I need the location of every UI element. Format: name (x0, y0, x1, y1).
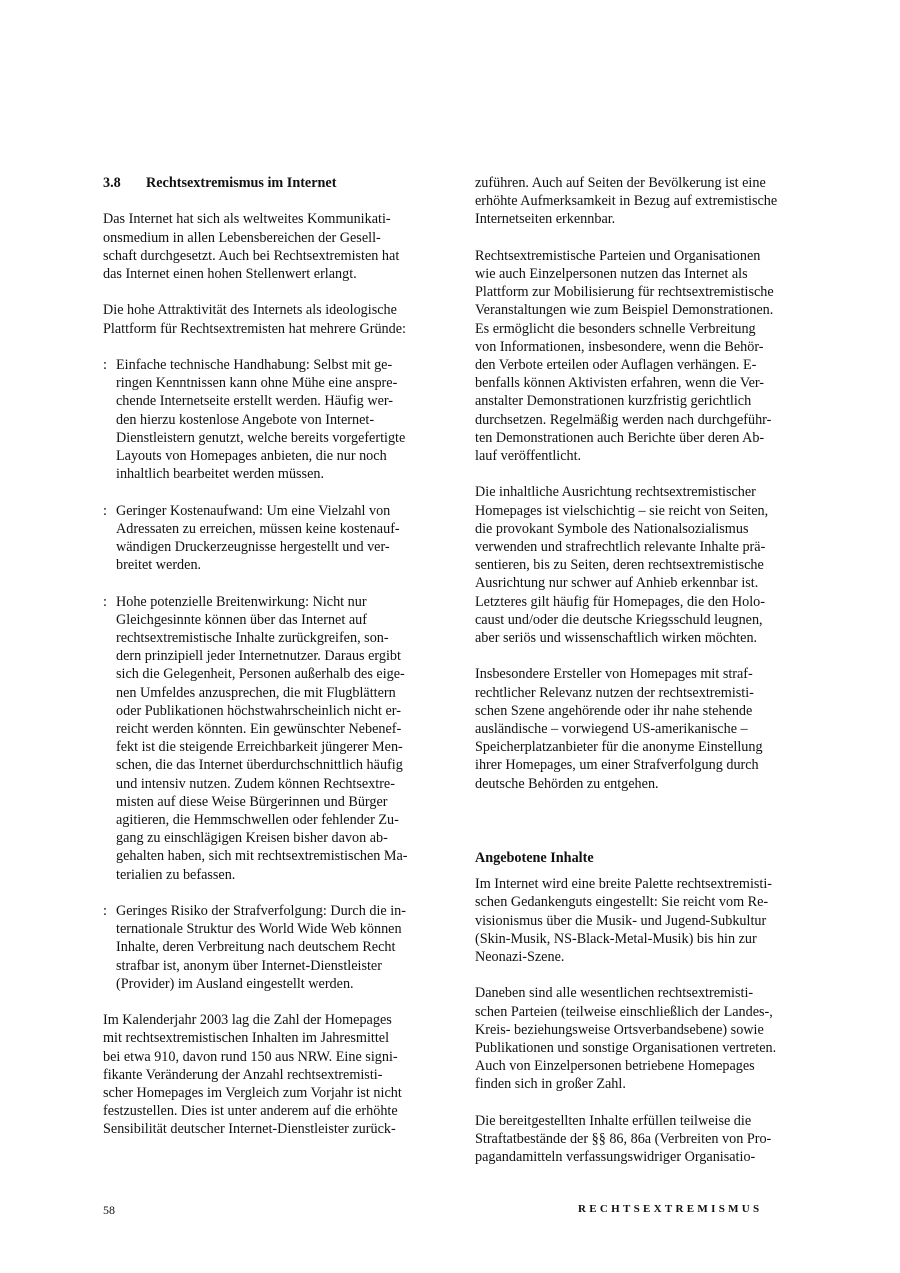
paragraph (103, 301, 425, 337)
text-line: gang zu einschlägigen Kreisen bisher davon ab- (116, 830, 388, 847)
text-line: Die hohe Attraktivität des Internets als ideologische (103, 302, 397, 319)
text-line: und intensiv nutzen. Zudem können Rechtsextre- (116, 775, 395, 792)
text-line: chende Internetseite erstellt werden. Häufig wer- (116, 393, 394, 410)
text-line: Daneben sind alle wesentlichen rechtsextremisti- (475, 985, 754, 1002)
text-line: schen Szene angehörende oder ihr nahe stehende (475, 702, 753, 719)
text-line: fekt ist die steigende Erreichbarkeit jüngerer Men- (116, 739, 403, 756)
text-line: den hierzu kostenlose Angebote von Internet- (116, 411, 375, 428)
section-number: 3.8 (103, 175, 121, 191)
text-line: Plattform für Rechtsextremisten hat mehrere Gründe: (103, 320, 406, 337)
text-line: oder Publikationen höchstwahrscheinlich nicht er- (116, 702, 401, 719)
text-line: Die bereitgestellten Inhalte erfüllen teilweise die (475, 1112, 752, 1129)
text-line: Das Internet hat sich als weltweites Kommunikati- (103, 211, 391, 228)
text-line: ten Demonstrationen auch Berichte über deren Ab- (475, 429, 765, 446)
text-line: Im Internet wird eine breite Palette rechtsextremisti- (475, 876, 773, 893)
text-line: fikante Veränderung der Anzahl rechtsextremisti- (103, 1066, 383, 1083)
text-line: schen, die das Internet überdurchschnittlich häufig (116, 757, 403, 774)
text-line: breitet werden. (116, 557, 202, 574)
paragraph (475, 483, 800, 647)
text-line: Letzteres gilt häufig für Homepages, die den Holo- (475, 593, 765, 610)
text-line: inhaltlich bearbeitet werden müssen. (116, 466, 325, 483)
text-line: dern prinzipiell jeder Internetnutzer. Daraus ergibt (116, 648, 401, 665)
text-line: Die inhaltliche Ausrichtung rechtsextremistischer (475, 484, 756, 501)
text-line: deutsche Behörden zu entgehen. (475, 775, 659, 792)
text-line: visionismus über die Musik- und Jugend-Subkultur (475, 912, 767, 929)
text-line: schen Parteien (teilweise einschließlich der Landes-, (475, 1003, 773, 1020)
text-line: mit rechtsextremistischen Inhalten im Jahresmittel (103, 1030, 390, 1047)
text-line: schen Gedankenguts eingestellt: Sie reicht vom Re- (475, 894, 769, 911)
paragraph (475, 247, 800, 465)
text-line: (Skin-Musik, NS-Black-Metal-Musik) bis hin zur (475, 930, 757, 947)
right-paragraphs-after (475, 875, 800, 1166)
text-line: erhöhte Aufmerksamkeit in Bezug auf extremistische (475, 193, 778, 210)
text-line: finden sich in großer Zahl. (475, 1076, 626, 1093)
right-column (475, 174, 800, 1185)
text-line: verwenden und strafrechtlich relevante Inhalte prä- (475, 539, 766, 556)
paragraph (475, 174, 800, 229)
text-line: festzustellen. Dies ist unter anderem auf die erhöhte (103, 1103, 398, 1120)
text-line: Inhalte, deren Verbreitung nach deutschem Recht (116, 939, 396, 956)
list-item (103, 356, 425, 483)
text-line: pagandamitteln verfassungswidriger Organisatio- (475, 1149, 756, 1166)
text-line: aber seriös und wissenschaftlich wirken möchten. (475, 630, 758, 647)
text-line: ringen Kenntnissen kann ohne Mühe eine anspre- (116, 375, 398, 392)
text-line: rechtsextremistische Inhalte zurückgreifen, son- (116, 630, 389, 646)
text-line: sentieren, bis zu Seiten, deren rechtsextremistische (475, 557, 764, 574)
list-item (103, 902, 425, 993)
text-line: ausländische – vorwiegend US-amerikanische – (475, 721, 748, 738)
running-title: RECHTSEXTREMISMUS (578, 1203, 763, 1215)
text-line: schaft durchgesetzt. Auch bei Rechtsextremisten hat (103, 247, 400, 264)
text-line: lauf veröffentlicht. (475, 448, 582, 465)
text-line: anstalter Demonstrationen kurzfristig gerichtlich (475, 393, 752, 410)
text-line: den Verbote erteilen oder Auflagen verhängen. E- (475, 357, 757, 374)
text-line: gehalten haben, sich mit rechtsextremistischen Ma- (116, 848, 408, 865)
left-intro-paragraphs (103, 210, 425, 337)
text-line: terialien zu befassen. (116, 866, 236, 883)
text-line: Publikationen und sonstige Organisationen vertreten. (475, 1040, 777, 1057)
paragraph (475, 984, 800, 1093)
text-line: benfalls können Aktivisten erfahren, wenn die Ver- (475, 375, 765, 392)
text-line: die provokant Symbole des Nationalsozialismus (475, 520, 749, 537)
text-line: wändigen Druckerzeugnisse hergestellt und ver- (116, 539, 390, 555)
text-line: Sensibilität deutscher Internet-Dienstleister zurück- (103, 1121, 396, 1138)
text-line: Neonazi-Szene. (475, 949, 565, 966)
paragraph (475, 1112, 800, 1167)
text-line: rechtlicher Relevanz nutzen der rechtsextremisti- (475, 684, 754, 701)
text-line: strafbar ist, anonym über Internet-Dienstleister (116, 957, 382, 974)
list-item (103, 502, 425, 575)
text-line: wie auch Einzelpersonen nutzen das Internet als (475, 266, 748, 282)
text-line: Ausrichtung nur schwer auf Anhieb erkennbar ist. (475, 575, 759, 592)
text-line: bei etwa 910, davon rund 150 aus NRW. Eine signi- (103, 1048, 398, 1065)
text-line: ihrer Homepages, um einer Strafverfolgung durch (475, 757, 759, 774)
paragraph (103, 210, 425, 283)
text-line: reicht werden könnten. Ein gewünschter Nebenef- (116, 721, 402, 738)
bullet-marker: : (103, 903, 107, 920)
text-line: Auch von Einzelpersonen betriebene Homepages (475, 1058, 755, 1075)
bullet-marker: : (103, 356, 107, 373)
text-line: Gleichgesinnte können über das Internet auf (116, 611, 367, 628)
text-line: von Informationen, insbesondere, wenn die Behör- (475, 338, 764, 355)
page-number: 58 (103, 1203, 115, 1217)
text-line: Rechtsextremistische Parteien und Organisationen (475, 247, 761, 264)
paragraph (475, 875, 800, 966)
text-line: onsmedium in allen Lebensbereichen der Gesell- (103, 229, 381, 246)
text-line: caust und/oder die deutsche Kriegsschuld leugnen, (475, 611, 763, 628)
text-line: Einfache technische Handhabung: Selbst mit ge- (116, 356, 393, 373)
text-line: Im Kalenderjahr 2003 lag die Zahl der Homepages (103, 1012, 392, 1029)
text-line: Es ermöglicht die besonders schnelle Verbreitung (475, 320, 756, 337)
subheading-angebotene-inhalte: Angebotene Inhalte (475, 850, 594, 867)
paragraph (475, 665, 800, 792)
text-line: sich die Gelegenheit, Personen außerhalb des eige- (116, 666, 405, 683)
text-line: scher Homepages im Vergleich zum Vorjahr ist nicht (103, 1085, 402, 1102)
text-line: Insbesondere Ersteller von Homepages mit straf- (475, 666, 753, 683)
left-column (103, 174, 425, 1139)
text-line: misten auf diese Weise Bürgerinnen und Bürger (116, 793, 388, 810)
right-paragraphs-before (475, 174, 800, 793)
text-line: (Provider) im Ausland eingestellt werden. (116, 975, 354, 992)
text-line: Straftatbestände der §§ 86, 86a (Verbreiten von Pro- (475, 1131, 772, 1148)
bullet-marker: : (103, 502, 107, 519)
text-line: Homepages ist vielschichtig – sie reicht von Seiten, (475, 502, 769, 519)
text-line: ternationale Struktur des World Wide Web können (116, 921, 402, 938)
text-line: agitieren, die Hemmschwellen oder fehlender Zu- (116, 812, 399, 829)
text-line: Hohe potenzielle Breitenwirkung: Nicht nur (116, 593, 367, 610)
text-line: nen Umfeldes anzusprechen, die mit Flugblättern (116, 684, 396, 701)
text-line: das Internet einen hohen Stellenwert erlangt. (103, 266, 357, 282)
list-item (103, 593, 425, 884)
text-line: Geringer Kostenaufwand: Um eine Vielzahl von (116, 502, 391, 519)
text-line: durchsetzen. Regelmäßig werden nach durchgeführ- (475, 411, 772, 428)
reasons-list (103, 356, 425, 993)
text-line: Adressaten zu erreichen, müssen keine kostenauf- (116, 520, 400, 537)
text-line: Plattform zur Mobilisierung für rechtsextremistische (475, 284, 774, 301)
text-line: Internetseiten erkennbar. (475, 211, 616, 228)
closing-paragraph (103, 1011, 425, 1138)
text-line: zuführen. Auch auf Seiten der Bevölkerung ist eine (475, 175, 766, 191)
text-line: Kreis- beziehungsweise Ortsverbandsebene) sowie (475, 1021, 764, 1038)
text-line: Dienstleistern genutzt, welche bereits vorgefertigte (116, 429, 406, 446)
section-title: Rechtsextremismus im Internet (146, 175, 337, 191)
text-line: Geringes Risiko der Strafverfolgung: Durch die in- (116, 903, 406, 920)
section-heading (103, 174, 425, 192)
text-line: Speicherplatzanbieter für die anonyme Einstellung (475, 739, 763, 756)
text-line: Layouts von Homepages anbieten, die nur noch (116, 448, 387, 464)
text-line: Veranstaltungen wie zum Beispiel Demonstrationen. (475, 302, 774, 319)
bullet-marker: : (103, 593, 107, 610)
